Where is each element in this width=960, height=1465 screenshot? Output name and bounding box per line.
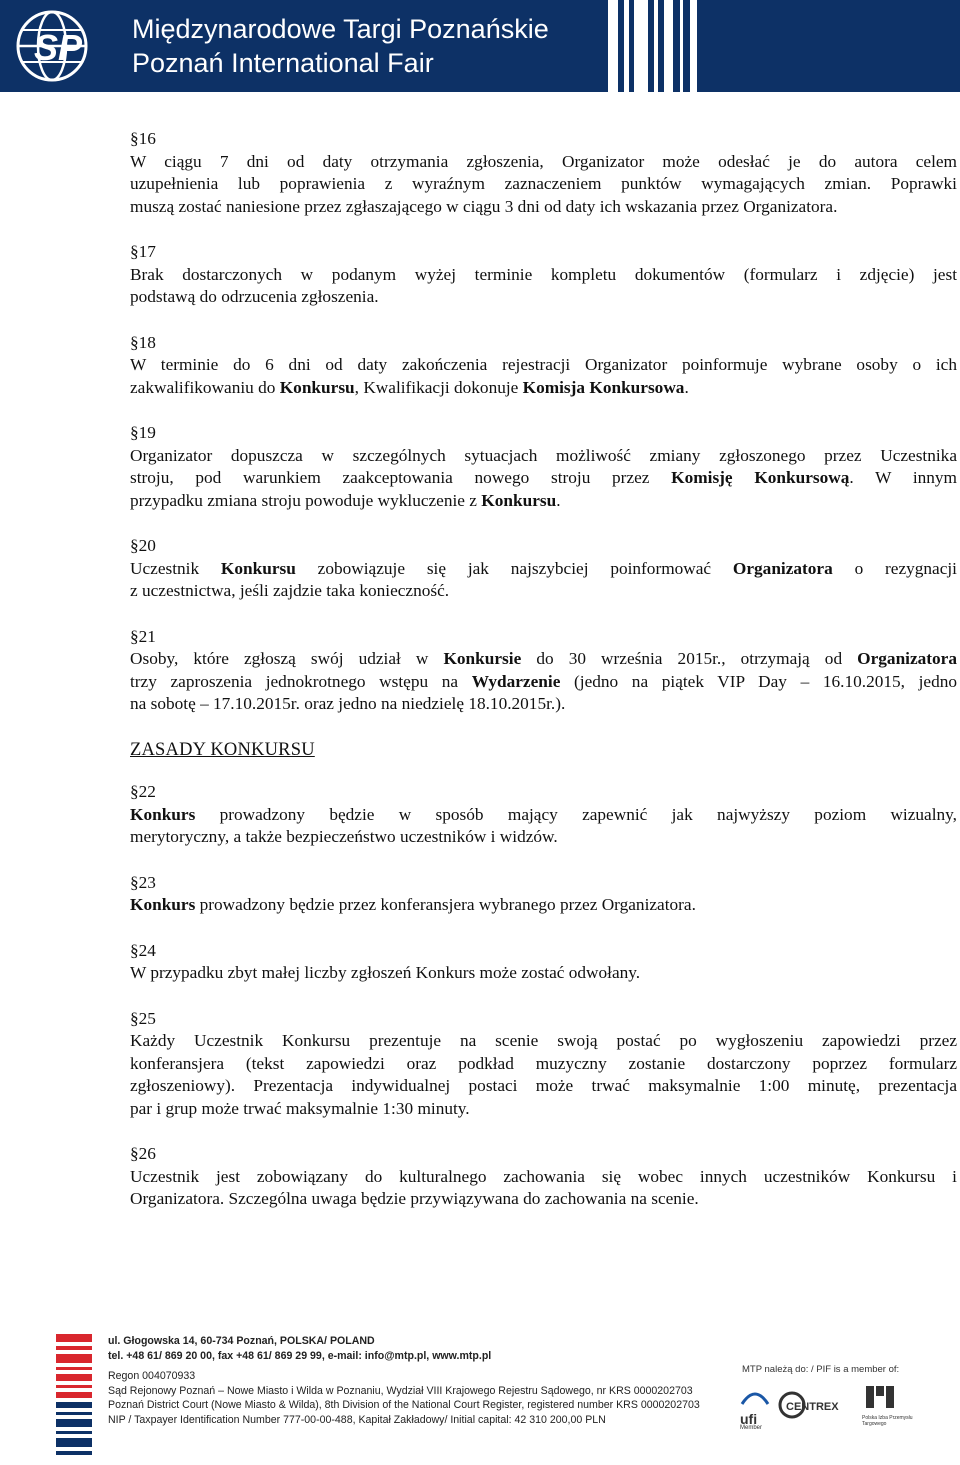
header-title-en: Poznań International Fair xyxy=(132,48,434,78)
paragraph-line xyxy=(130,671,957,694)
section-sign-icon: § xyxy=(130,1144,139,1163)
paragraph-section xyxy=(130,241,957,309)
footer-line: NIP / Taxpayer Identification Number 777-00-00-488, Kapitał Zakładowy/ Initial capital: 42 310 200,00 PLN xyxy=(108,1413,606,1426)
paragraph-line xyxy=(130,354,957,377)
member-logos xyxy=(740,1384,930,1444)
bold-term: Komisja Konkursowa xyxy=(522,377,685,397)
paragraph-section xyxy=(130,940,957,985)
section-number-text: 17 xyxy=(138,242,156,261)
paragraph-line xyxy=(130,1075,957,1098)
piit-logo-icon: Polska Izba Przemysłu Targowego xyxy=(862,1384,922,1427)
section-sign-icon: § xyxy=(130,423,139,442)
text-run: zgłoszeniowy). Prezentacja indywidualnej postaci może trwać maksymalnie 1:00 minutę, prezentacja xyxy=(130,1076,957,1095)
paragraph-line xyxy=(130,1098,957,1121)
centrex-logo-icon xyxy=(778,1390,858,1425)
section-number xyxy=(130,872,957,895)
section-number xyxy=(130,940,957,963)
text-run: (jedno na piątek VIP Day – 16.10.2015, jedno xyxy=(560,671,957,691)
section-number-text: 23 xyxy=(138,872,156,892)
text-run: do 30 września 2015r., otrzymają od xyxy=(521,649,858,668)
page-header xyxy=(0,0,960,92)
svg-text:SP: SP xyxy=(34,27,83,68)
paragraph-line xyxy=(130,826,957,849)
text-run: konferansjera (tekst zapowiedzi oraz podkład muzyczny zostanie dostarczony poprzez formularz xyxy=(130,1053,957,1073)
section-number xyxy=(130,781,957,804)
bold-term: Konkurs xyxy=(130,804,196,824)
paragraph-line xyxy=(130,1030,957,1053)
footer-contact-info xyxy=(108,1334,700,1427)
section-sign-icon: § xyxy=(130,1008,139,1028)
section-sign-icon: § xyxy=(130,872,139,892)
section-heading: ZASADY KONKURSU xyxy=(130,739,315,760)
text-run: W przypadku zbyt małej liczby zgłoszeń Konkurs może zostać odwołany. xyxy=(130,963,641,982)
paragraph-section xyxy=(130,1143,957,1211)
paragraph-line xyxy=(130,804,957,827)
text-run: o rezygnacji xyxy=(832,558,957,578)
section-number xyxy=(130,332,957,355)
paragraph-section xyxy=(130,781,957,849)
section-number xyxy=(130,1143,957,1166)
bold-term: Konkursu xyxy=(279,377,355,397)
section-number-text: 18 xyxy=(138,332,156,352)
paragraph-line xyxy=(130,196,957,219)
paragraph-line xyxy=(130,286,957,309)
svg-text:CENTREX: CENTREX xyxy=(786,1401,839,1413)
text-run: . xyxy=(684,377,689,397)
text-run: podstawą do odrzucenia zgłoszenia. xyxy=(130,287,379,306)
footer-stripes-decoration xyxy=(56,1334,92,1460)
section-sign-icon: § xyxy=(130,626,139,646)
text-run: Uczestnik jest zobowiązany do kulturalnego zachowania się wobec innych uczestników Konkursu i xyxy=(130,1166,957,1186)
paragraph-line xyxy=(130,580,957,603)
text-run: z uczestnictwa, jeśli zajdzie taka konieczność. xyxy=(130,581,450,600)
paragraph-line xyxy=(130,173,957,196)
text-run: W terminie do 6 dni od daty zakończenia rejestracji Organizator poinformuje wybrane osoby o ich xyxy=(130,355,957,374)
section-number-text: 20 xyxy=(138,536,156,555)
paragraph-line xyxy=(130,377,957,400)
section-sign-icon: § xyxy=(130,536,139,555)
members-label: MTP należą do: / PIF is a member of: xyxy=(742,1364,900,1375)
paragraph-line xyxy=(130,558,957,581)
regulations-content xyxy=(130,128,957,1234)
bold-term: Wydarzenie xyxy=(471,671,561,691)
section-number-text: 16 xyxy=(138,129,156,148)
paragraph-line xyxy=(130,962,957,985)
header-stripes-decoration xyxy=(600,0,960,92)
page-footer xyxy=(0,1320,960,1465)
footer-line: Sąd Rejonowy Poznań – Nowe Miasto i Wilda w Poznaniu, Wydział VIII Krajowego Rejestru Sądowego, nr KRS 0000202703 xyxy=(108,1384,693,1397)
text-run: Uczestnik xyxy=(130,558,221,578)
text-run: , Kwalifikacji dokonuje xyxy=(354,377,523,397)
paragraph-section xyxy=(130,128,957,218)
paragraph-line xyxy=(130,693,957,716)
section-number xyxy=(130,535,957,558)
footer-line: tel. +48 61/ 869 20 00, fax +48 61/ 869 29 99, e-mail: info@mtp.pl, www.mtp.pl xyxy=(108,1349,492,1362)
section-number-text: 25 xyxy=(138,1008,156,1028)
text-run: . W innym xyxy=(849,468,957,487)
paragraph-section xyxy=(130,1008,957,1121)
text-run: Organizator dopuszcza w szczególnych sytuacjach możliwość zmiany zgłoszonego przez Uczestnika xyxy=(130,445,957,465)
bold-term: Organizatora xyxy=(732,558,833,578)
paragraph-line xyxy=(130,1188,957,1211)
section-sign-icon: § xyxy=(130,782,139,801)
text-run: przypadku zmiana stroju powoduje wykluczenie z xyxy=(130,490,482,510)
paragraph-line xyxy=(130,1053,957,1076)
section-number xyxy=(130,626,957,649)
paragraph-section xyxy=(130,872,957,917)
text-run: zobowiązuje się jak najszybciej poinformować xyxy=(295,558,733,578)
paragraph-section xyxy=(130,626,957,716)
section-number xyxy=(130,128,957,151)
paragraph-line xyxy=(130,445,957,468)
section-sign-icon: § xyxy=(130,940,139,960)
footer-line: Regon 004070933 xyxy=(108,1370,196,1382)
bold-term: Konkursu xyxy=(220,558,296,578)
text-run: Osoby, które zgłoszą swój udział w xyxy=(130,649,444,668)
section-sign-icon: § xyxy=(130,242,139,261)
paragraph-section xyxy=(130,422,957,512)
section-sign-icon: § xyxy=(130,129,139,148)
paragraph-line xyxy=(130,1166,957,1189)
paragraph-line xyxy=(130,490,957,513)
paragraph-line xyxy=(130,894,957,917)
paragraph-section xyxy=(130,535,957,603)
mtp-logo-icon xyxy=(0,6,110,86)
section-number-text: 22 xyxy=(138,782,156,801)
text-run: W ciągu 7 dni od daty otrzymania zgłoszenia, Organizator może odesłać je do autora celem xyxy=(130,151,957,171)
text-run: Każdy Uczestnik Konkursu prezentuje na scenie swoją postać po wygłoszeniu zapowiedzi przez xyxy=(130,1031,957,1050)
section-number-text: 21 xyxy=(138,626,156,646)
text-run: Brak dostarczonych w podanym wyżej terminie kompletu dokumentów (formularz i zdjęcie) jest xyxy=(130,264,957,284)
paragraph-line xyxy=(130,467,957,490)
section-number-text: 24 xyxy=(138,940,156,960)
text-run: trzy zaproszenia jednokrotnego wstępu na xyxy=(130,671,472,691)
paragraph-line xyxy=(130,151,957,174)
section-number-text: 26 xyxy=(138,1144,156,1163)
text-run: Organizatora. Szczególna uwaga będzie przywiązywana do zachowania na scenie. xyxy=(130,1189,699,1208)
text-run: muszą zostać naniesione przez zgłaszającego w ciągu 3 dni od daty ich wskazania przez Organizatora. xyxy=(130,196,838,216)
paragraph-section xyxy=(130,332,957,400)
footer-line: ul. Głogowska 14, 60-734 Poznań, POLSKA/ POLAND xyxy=(108,1335,375,1347)
bold-term: Konkursu xyxy=(481,490,557,510)
text-run: uzupełnienia lub poprawienia z wyraźnym zaznaczeniem punktów wymagających zmian. Poprawki xyxy=(130,174,957,193)
text-run: par i grup może trwać maksymalnie 1:30 minuty. xyxy=(130,1098,470,1118)
paragraph-line xyxy=(130,648,957,671)
text-run: na sobotę – 17.10.2015r. oraz jedno na niedzielę 18.10.2015r.). xyxy=(130,694,566,713)
section-sign-icon: § xyxy=(130,332,139,352)
section-number-text: 19 xyxy=(138,423,156,442)
header-title-pl: Międzynarodowe Targi Poznańskie xyxy=(132,14,549,44)
bold-term: Konkursie xyxy=(443,649,522,668)
bold-term: Komisję Konkursową xyxy=(671,468,850,487)
text-run: merytoryczny, a także bezpieczeństwo uczestników i widzów. xyxy=(130,827,558,846)
text-run: zakwalifikowaniu do xyxy=(130,377,280,397)
section-number xyxy=(130,1008,957,1031)
section-number xyxy=(130,241,957,264)
text-run: prowadzony będzie przez konferansjera wybranego przez Organizatora. xyxy=(195,895,696,914)
section-number xyxy=(130,422,957,445)
paragraph-line xyxy=(130,264,957,287)
ufi-logo-icon: ufi Member xyxy=(740,1384,770,1424)
bold-term: Konkurs xyxy=(130,895,196,914)
text-run: . xyxy=(556,490,561,510)
text-run: stroju, pod warunkiem zaakceptowania nowego stroju przez xyxy=(130,468,672,487)
bold-term: Organizatora xyxy=(857,649,957,668)
footer-line: Poznań District Court (Nowe Miasto & Wilda), 8th Division of the National Court Register, registered number KRS 0000202703 xyxy=(108,1399,700,1411)
text-run: prowadzony będzie w sposób mający zapewnić jak najwyższy poziom wizualny, xyxy=(195,804,957,824)
